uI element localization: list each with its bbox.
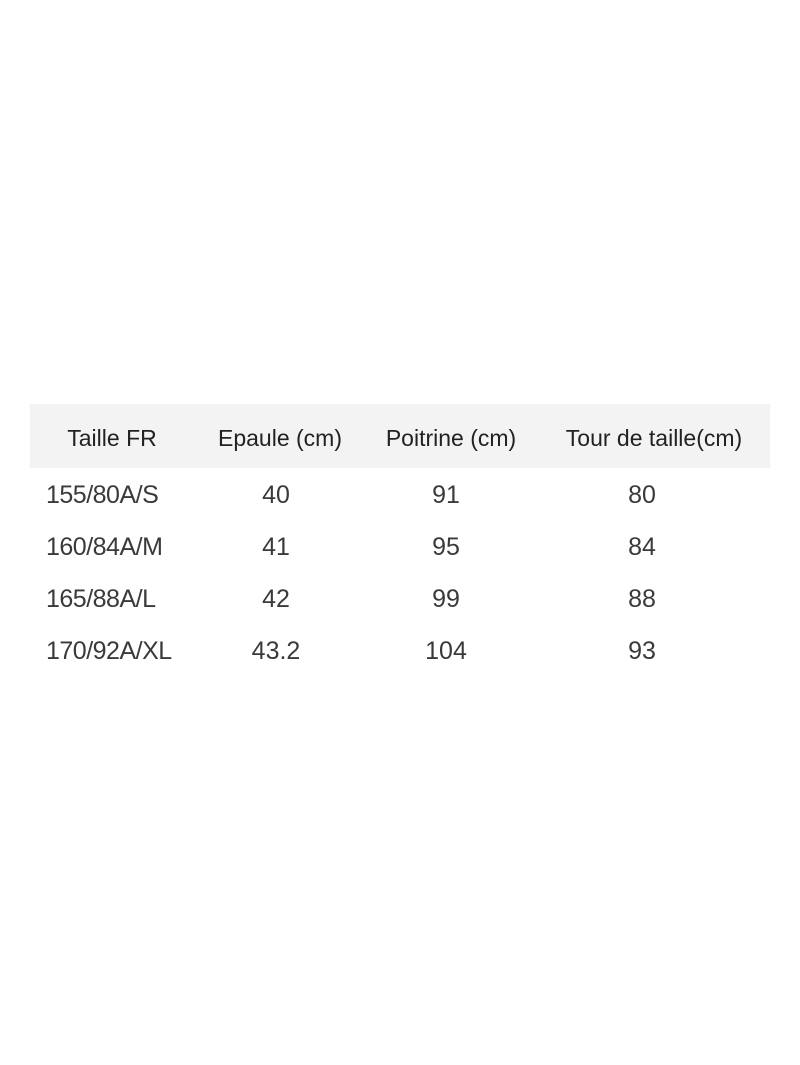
cell-size: 155/80A/S <box>46 481 159 509</box>
table-row <box>30 469 770 521</box>
cell-poitrine: 95 <box>432 533 460 561</box>
header-poitrine: Poitrine (cm) <box>385 425 517 451</box>
table-row <box>30 625 770 677</box>
header-tour-de-taille: Tour de taille(cm) <box>565 425 743 451</box>
size-chart-table <box>30 404 770 677</box>
cell-tour-de-taille: 93 <box>628 637 656 665</box>
cell-poitrine: 91 <box>432 481 460 509</box>
table-body <box>30 468 770 677</box>
cell-tour-de-taille: 88 <box>628 585 656 613</box>
header-taille-fr: Taille FR <box>67 425 157 451</box>
cell-tour-de-taille: 80 <box>628 481 656 509</box>
cell-epaule: 40 <box>262 481 290 509</box>
table-row <box>30 573 770 625</box>
cell-size: 170/92A/XL <box>46 637 172 665</box>
header-epaule: Epaule (cm) <box>218 425 342 451</box>
cell-poitrine: 104 <box>425 637 467 665</box>
cell-epaule: 42 <box>262 585 290 613</box>
table-row <box>30 521 770 573</box>
table-header-row <box>30 404 770 468</box>
cell-epaule: 41 <box>262 533 290 561</box>
cell-poitrine: 99 <box>432 585 460 613</box>
cell-epaule: 43.2 <box>251 637 301 665</box>
cell-size: 160/84A/M <box>46 533 163 561</box>
cell-size: 165/88A/L <box>46 585 156 613</box>
cell-tour-de-taille: 84 <box>628 533 656 561</box>
